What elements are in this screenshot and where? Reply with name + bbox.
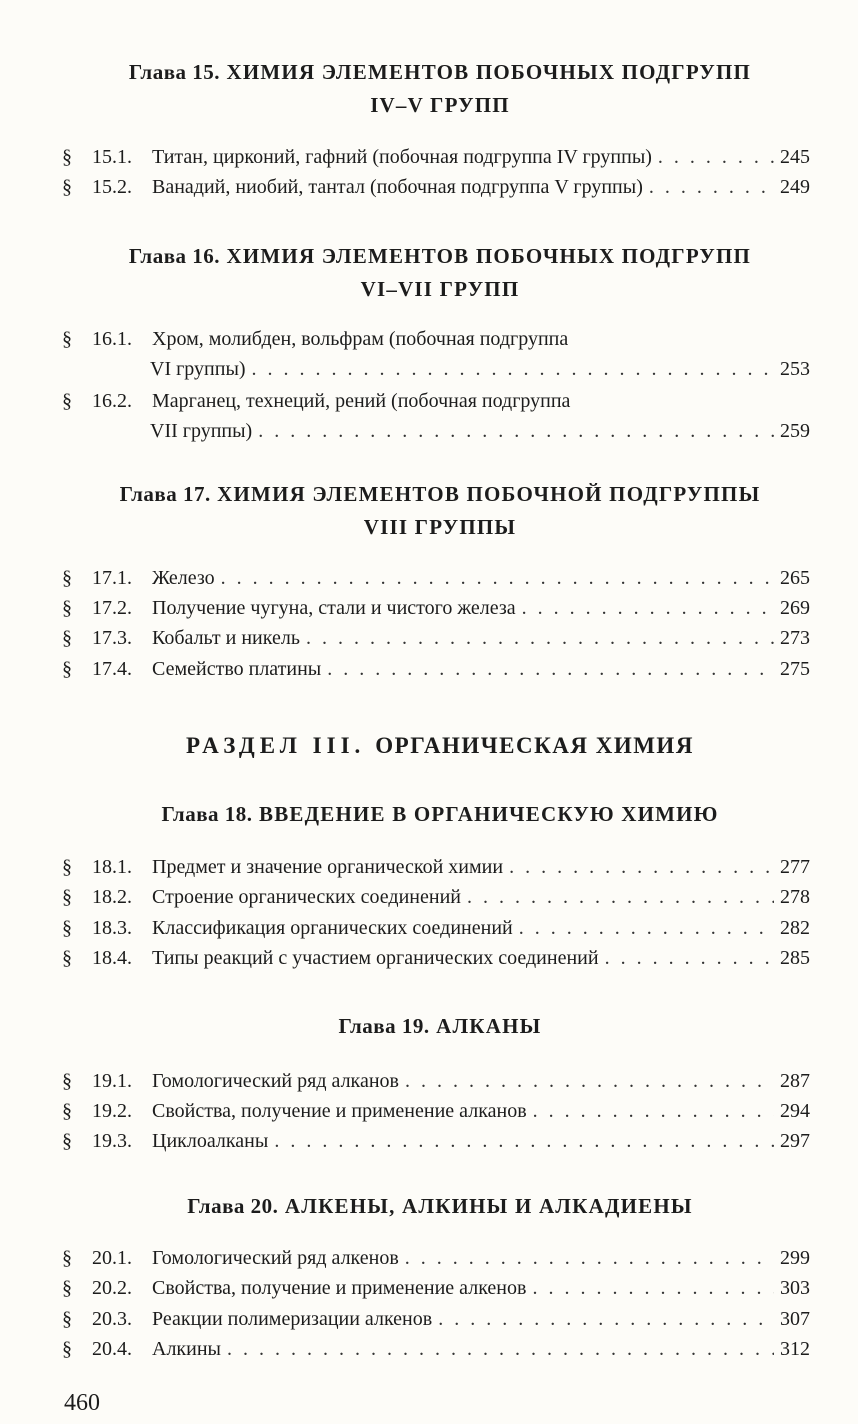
chapter-title: ХИМИЯ ЭЛЕМЕНТОВ ПОБОЧНОЙ ПОДГРУППЫ: [217, 482, 761, 506]
section-sign: §: [62, 1277, 72, 1299]
chapter-label: Глава 20.: [187, 1194, 279, 1218]
leader-dots: [252, 354, 774, 384]
chapter-title: ХИМИЯ ЭЛЕМЕНТОВ ПОБОЧНЫХ ПОДГРУПП: [226, 60, 752, 84]
entry-number: 17.2.: [92, 597, 132, 619]
chapter-label: Глава 19.: [338, 1014, 430, 1038]
entry-page: 294: [780, 1100, 810, 1122]
entry-number: 16.1.: [92, 328, 132, 350]
entry-title: Хром, молибден, вольфрам (побочная подгруппа: [152, 328, 569, 350]
entry-page: 277: [780, 856, 810, 878]
entry-page: 245: [780, 146, 810, 168]
entry-title: Классификация органических соединений: [152, 917, 513, 939]
entry-page: 287: [780, 1070, 810, 1092]
chapter-label: Глава 18.: [161, 802, 253, 826]
entry-title: Титан, цирконий, гафний (побочная подгруппа IV группы): [152, 146, 652, 168]
entry-title: Свойства, получение и применение алкенов: [152, 1277, 527, 1299]
entry-number: 18.2.: [92, 886, 132, 908]
leader-dots: [327, 654, 774, 684]
entry-page: 273: [780, 627, 810, 649]
entry-number: 18.4.: [92, 947, 132, 969]
entry-page: 282: [780, 917, 810, 939]
entry-number: 19.3.: [92, 1130, 132, 1152]
part-heading: [60, 733, 820, 759]
section-sign: §: [62, 328, 72, 350]
section-sign: §: [62, 597, 72, 619]
section-sign: §: [62, 947, 72, 969]
entry-title-cont: VI группы): [150, 358, 246, 380]
toc-entry[interactable]: [62, 563, 810, 593]
entry-title: Семейство платины: [152, 658, 322, 680]
entry-number: 17.3.: [92, 627, 132, 649]
chapter-label: Глава 15.: [128, 60, 221, 84]
section-sign: §: [62, 1247, 72, 1269]
entry-page: 303: [780, 1277, 810, 1299]
leader-dots: [522, 593, 774, 623]
entry-page: 259: [780, 420, 810, 442]
chapter-heading: [60, 56, 820, 122]
entry-title-cont: VII группы): [150, 420, 253, 442]
leader-dots: [274, 1126, 774, 1156]
chapter-label: Глава 17.: [119, 482, 211, 506]
entry-number: 20.2.: [92, 1277, 132, 1299]
leader-dots: [649, 172, 774, 202]
leader-dots: [605, 943, 774, 973]
leader-dots: [227, 1334, 774, 1364]
toc-entry[interactable]: [62, 142, 810, 172]
entry-title: Свойства, получение и применение алканов: [152, 1100, 527, 1122]
entry-title: Кобальт и никель: [152, 627, 300, 649]
toc-entry[interactable]: [62, 386, 810, 416]
entry-title: Гомологический ряд алканов: [152, 1070, 399, 1092]
toc-entry[interactable]: [62, 324, 810, 354]
toc-entry[interactable]: [62, 1273, 810, 1303]
leader-dots: [405, 1243, 774, 1273]
entry-number: 15.2.: [92, 176, 132, 198]
entry-page: 307: [780, 1308, 810, 1330]
toc-entry-cont[interactable]: [62, 416, 810, 446]
entry-title: Марганец, технеций, рений (побочная подгруппа: [152, 390, 571, 412]
toc-entry[interactable]: [62, 654, 810, 684]
toc-entry[interactable]: [62, 1096, 810, 1126]
section-sign: §: [62, 1130, 72, 1152]
toc-entry[interactable]: [62, 1126, 810, 1156]
toc-entry[interactable]: [62, 943, 810, 973]
toc-entry[interactable]: [62, 882, 810, 912]
leader-dots: [658, 142, 774, 172]
section-sign: §: [62, 917, 72, 939]
section-sign: §: [62, 1100, 72, 1122]
section-sign: §: [62, 1308, 72, 1330]
entry-title: Железо: [152, 567, 215, 589]
entry-title: Типы реакций с участием органических соединений: [152, 947, 599, 969]
entry-number: 15.1.: [92, 146, 132, 168]
entry-title: Алкины: [152, 1338, 221, 1360]
section-sign: §: [62, 390, 72, 412]
chapter-heading: [60, 240, 820, 306]
section-sign: §: [62, 1070, 72, 1092]
toc-entry[interactable]: [62, 852, 810, 882]
entry-page: 297: [780, 1130, 810, 1152]
entry-page: 312: [780, 1338, 810, 1360]
part-label: РАЗДЕЛ III.: [186, 733, 366, 758]
leader-dots: [509, 852, 774, 882]
leader-dots: [532, 1273, 774, 1303]
section-sign: §: [62, 567, 72, 589]
entry-number: 18.3.: [92, 917, 132, 939]
leader-dots: [221, 563, 774, 593]
chapter-title-cont: IV–V ГРУПП: [370, 93, 510, 117]
entry-number: 18.1.: [92, 856, 132, 878]
section-sign: §: [62, 856, 72, 878]
chapter-title-cont: VIII ГРУППЫ: [363, 515, 517, 539]
entry-page: 285: [780, 947, 810, 969]
toc-entry[interactable]: [62, 623, 810, 653]
leader-dots: [519, 913, 774, 943]
section-sign: §: [62, 176, 72, 198]
toc-entry-cont[interactable]: [62, 354, 810, 384]
entry-number: 20.4.: [92, 1338, 132, 1360]
entry-number: 19.1.: [92, 1070, 132, 1092]
entry-title: Строение органических соединений: [152, 886, 461, 908]
entry-number: 20.1.: [92, 1247, 132, 1269]
toc-entry[interactable]: [62, 1304, 810, 1334]
chapter-title: ХИМИЯ ЭЛЕМЕНТОВ ПОБОЧНЫХ ПОДГРУПП: [226, 244, 752, 268]
chapter-label: Глава 16.: [128, 244, 221, 268]
section-sign: §: [62, 627, 72, 649]
leader-dots: [306, 623, 774, 653]
chapter-title-cont: VI–VII ГРУПП: [360, 277, 520, 301]
chapter-title: АЛКАНЫ: [436, 1014, 542, 1038]
entry-page: 278: [780, 886, 810, 908]
entry-title: Получение чугуна, стали и чистого железа: [152, 597, 516, 619]
chapter-title: ВВЕДЕНИЕ В ОРГАНИЧЕСКУЮ ХИМИЮ: [259, 802, 719, 826]
entry-title: Реакции полимеризации алкенов: [152, 1308, 433, 1330]
leader-dots: [258, 416, 774, 446]
toc-entry[interactable]: [62, 1334, 810, 1364]
entry-page: 275: [780, 658, 810, 680]
chapter-heading: [60, 478, 820, 544]
part-title: ОРГАНИЧЕСКАЯ ХИМИЯ: [375, 733, 694, 758]
chapter-heading: [60, 1190, 820, 1223]
chapter-heading: [60, 798, 820, 831]
entry-page: 253: [780, 358, 810, 380]
entry-number: 19.2.: [92, 1100, 132, 1122]
entry-title: Циклоалканы: [152, 1130, 269, 1152]
entry-title: Предмет и значение органической химии: [152, 856, 504, 878]
entry-page: 249: [780, 176, 810, 198]
toc-entry[interactable]: [62, 172, 810, 202]
entry-title: Ванадий, ниобий, тантал (побочная подгруппа V группы): [152, 176, 643, 198]
entry-page: 269: [780, 597, 810, 619]
entry-number: 17.1.: [92, 567, 132, 589]
toc-entry[interactable]: [62, 1243, 810, 1273]
entry-page: 265: [780, 567, 810, 589]
toc-entry[interactable]: [62, 1066, 810, 1096]
section-sign: §: [62, 146, 72, 168]
chapter-title: АЛКЕНЫ, АЛКИНЫ И АЛКАДИЕНЫ: [284, 1194, 693, 1218]
leader-dots: [467, 882, 774, 912]
toc-entry[interactable]: [62, 913, 810, 943]
leader-dots: [405, 1066, 774, 1096]
entry-title: Гомологический ряд алкенов: [152, 1247, 399, 1269]
leader-dots: [438, 1304, 774, 1334]
entry-number: 16.2.: [92, 390, 132, 412]
chapter-heading: [60, 1010, 820, 1043]
section-sign: §: [62, 1338, 72, 1360]
entry-number: 17.4.: [92, 658, 132, 680]
leader-dots: [533, 1096, 774, 1126]
toc-entry[interactable]: [62, 593, 810, 623]
section-sign: §: [62, 886, 72, 908]
page-number: 460: [64, 1390, 100, 1416]
section-sign: §: [62, 658, 72, 680]
entry-page: 299: [780, 1247, 810, 1269]
entry-number: 20.3.: [92, 1308, 132, 1330]
